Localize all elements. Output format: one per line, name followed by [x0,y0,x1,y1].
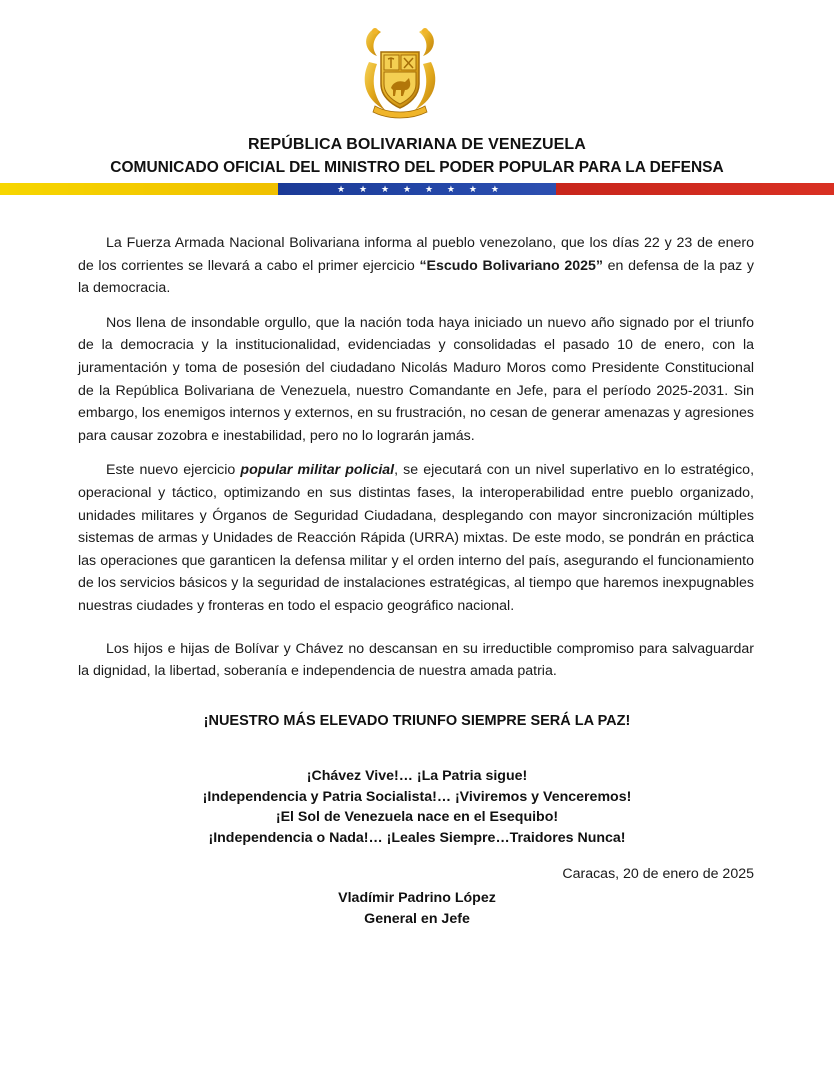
communique-body [78,232,754,695]
star-icon: ★ [424,184,434,194]
signatory-name: Vladímir Padrino López [338,890,496,906]
cheers-block [0,766,834,848]
paragraph-1-text-end: en defensa de la paz y la democracia. [78,257,754,297]
exercise-name: “Escudo Bolivariano 2025” [419,257,604,274]
paragraph-3 [78,459,754,617]
paragraph-1-text: La Fuerza Armada Nacional Bolivariana informa al pueblo venezolano, que los días 22 y 23 de enero de los corrientes se llevará a cabo el primer ejercicio [78,235,754,274]
paragraph-3-text-end: , se ejecutará con un nivel superlativo en lo estratégico, operacional y táctico, optimizando en sus distintas fases, la interoperabilidad entre pueblo organizado, unidades militares y Órganos de Seguridad Ciudadana, desplegando con mayor sincronización múltiples sistemas de armas y Unidades de Reacción Rápida (URRA) mixtas. De este modo, se pondrán en práctica las operaciones que garanticen la defensa militar y el orden interno del país, asegurando el funcionamiento de los servicios básicos y la seguridad de instalaciones estratégicas, al tiempo que haremos inexpugnables nuestras ciudades y fronteras en todo el espacio geográfico nacional. [78,462,755,614]
cheer-line: ¡Independencia o Nada!… ¡Leales Siempre…Traidores Nunca! [208,829,626,846]
star-icon: ★ [337,184,346,194]
country-title: REPÚBLICA BOLIVARIANA DE VENEZUELA [248,136,586,153]
exercise-type: popular militar policial [240,462,395,479]
cheer-line: ¡Chávez Vive!… ¡La Patria sigue! [306,768,528,784]
star-icon: ★ [468,184,477,194]
paragraph-4: Los hijos e hijas de Bolívar y Chávez no descansan en su irreductible compromiso para salvaguardar la dignidad, la libertad, soberanía e independencia de nuestra amada patria. [78,640,754,680]
star-icon: ★ [490,184,499,194]
star-icon: ★ [380,184,390,194]
star-icon: ★ [402,184,412,194]
slogan: ¡NUESTRO MÁS ELEVADO TRIUNFO SIEMPRE SERÁ LA PAZ! [203,713,631,729]
star-icon: ★ [358,184,368,194]
communique-title: COMUNICADO OFICIAL DEL MINISTRO DEL PODER POPULAR PARA LA DEFENSA [110,159,724,176]
flag-yellow-stripe [0,183,278,195]
cheer-line: ¡Independencia y Patria Socialista!… ¡Viviremos y Venceremos! [202,788,632,805]
flag-stars [333,183,503,195]
cheer-line: ¡El Sol de Venezuela nace en el Esequibo! [275,809,559,826]
paragraph-3-text: Este nuevo ejercicio [106,462,241,479]
flag-red-stripe [556,183,834,195]
coat-of-arms-icon [355,22,445,120]
signature-block [0,888,834,929]
paragraph-1 [78,232,754,300]
signatory-rank: General en Jefe [364,910,470,927]
star-icon: ★ [446,184,455,194]
paragraph-2: Nos llena de insondable orgullo, que la nación toda haya iniciado un nuevo año signado por el triunfo de la democracia y la institucionalidad, evidenciadas y consolidadas el pasado 10 de enero, con la juramentación y toma de posesión del ciudadano Nicolás Maduro Moros como Presidente Constitucional de la República Bolivariana de Venezuela, nuestro Comandante en Jefe, para el período 2025-2031. Sin embargo, los enemigos internos y externos, en su frustración, no cesan de generar amenazas y agresiones para causar zozobra e inestabilidad, pero no lo lograrán jamás. [78,314,754,444]
place-date: Caracas, 20 de enero de 2025 [562,866,754,882]
